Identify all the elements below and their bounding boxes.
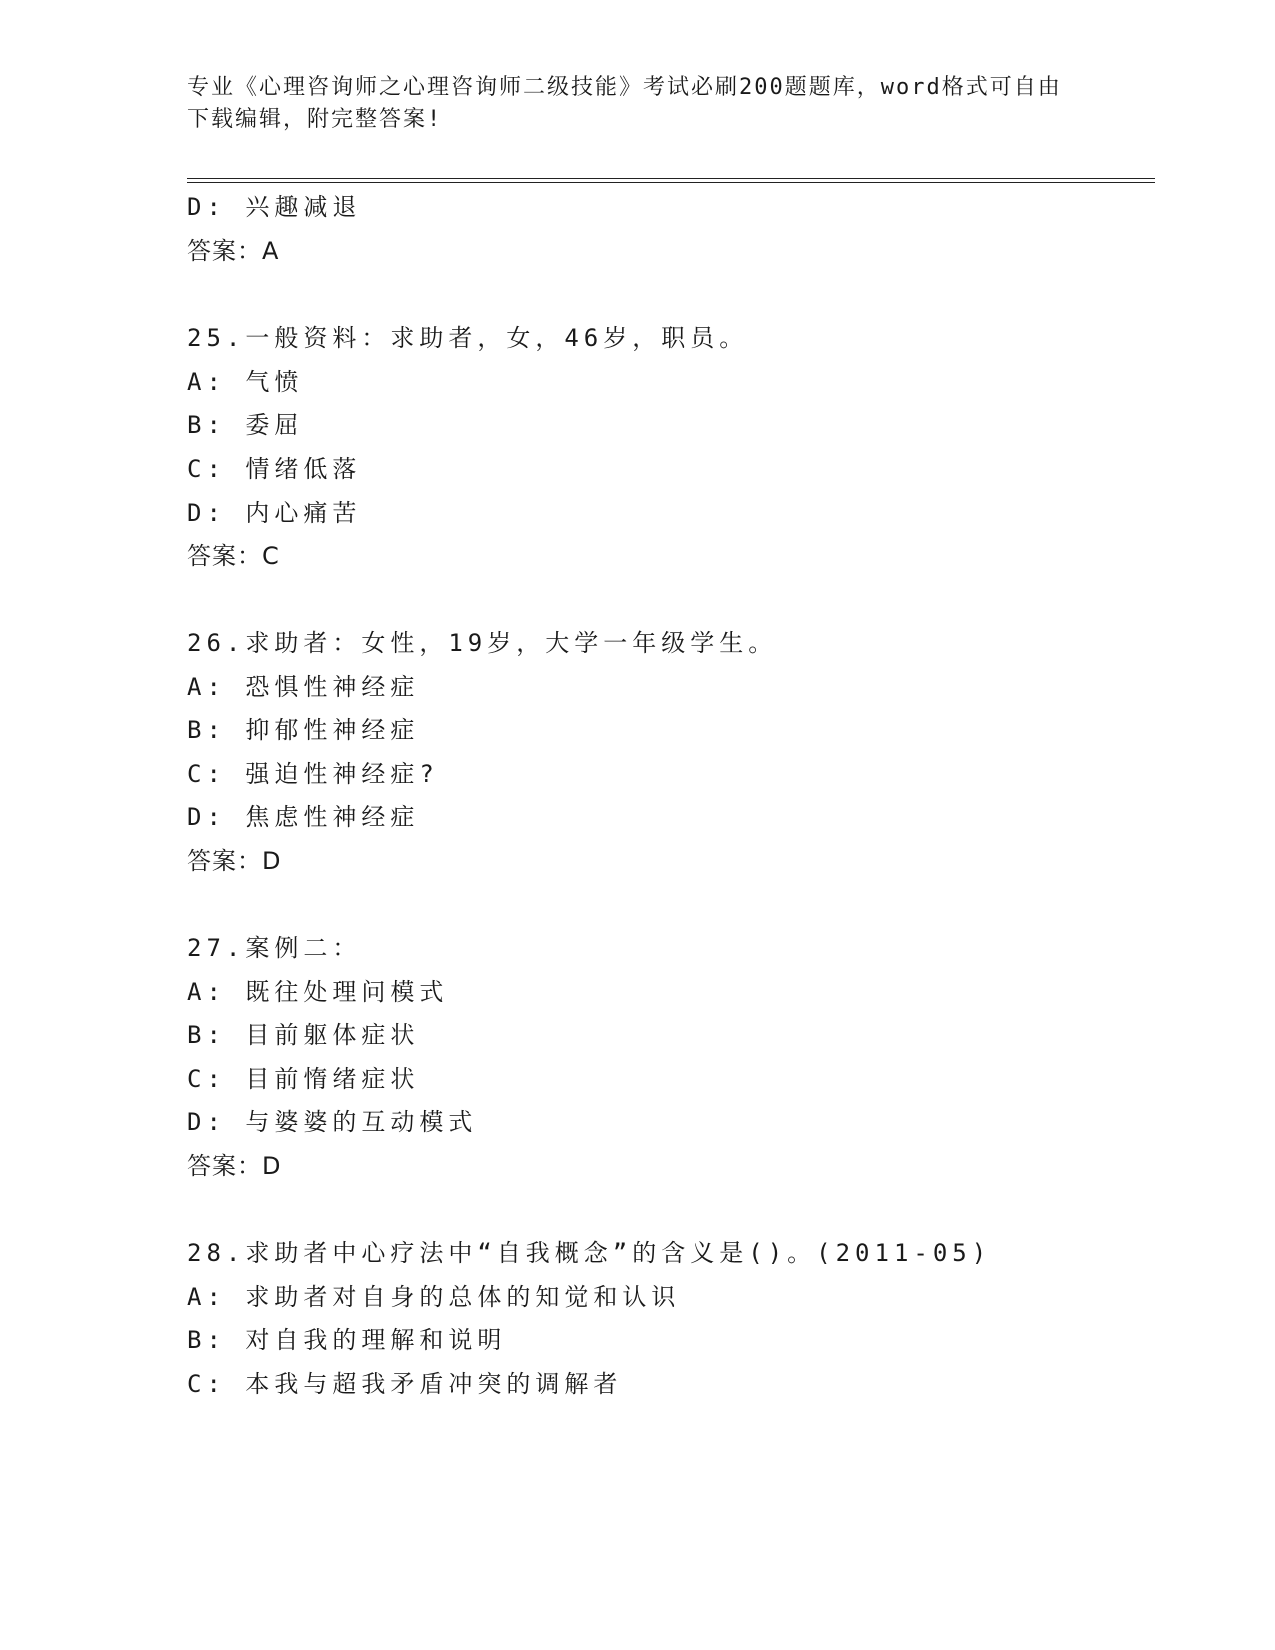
option-d: D: 焦虑性神经症 xyxy=(187,803,420,831)
question-25: 25.一般资料：求助者，女，46岁，职员。 xyxy=(187,324,749,352)
option-d: D: 内心痛苦 xyxy=(187,499,362,527)
option-a: A: 气愤 xyxy=(187,368,304,396)
answer: 答案：D xyxy=(187,847,282,875)
option-c: C: 本我与超我矛盾冲突的调解者 xyxy=(187,1370,623,1398)
option-c: C: 情绪低落 xyxy=(187,455,362,483)
option-b: B: 抑郁性神经症 xyxy=(187,716,420,744)
option-b: B: 目前躯体症状 xyxy=(187,1021,420,1049)
question-28: 28.求助者中心疗法中“自我概念”的含义是()。(2011-05) xyxy=(187,1239,992,1267)
option-a: A: 恐惧性神经症 xyxy=(187,673,420,701)
option-c: C: 强迫性神经症? xyxy=(187,760,439,788)
header-divider xyxy=(187,178,1155,183)
option-d: D: 兴趣减退 xyxy=(187,193,362,221)
question-26: 26.求助者：女性，19岁，大学一年级学生。 xyxy=(187,629,778,657)
option-b: B: 委屈 xyxy=(187,411,304,439)
option-c: C: 目前惰绪症状 xyxy=(187,1065,420,1093)
question-27: 27.案例二： xyxy=(187,934,362,962)
answer: 答案：D xyxy=(187,1152,282,1180)
document-header: 专业《心理咨询师之心理咨询师二级技能》考试必刷200题题库，word格式可自由下载编辑，附完整答案! xyxy=(187,75,1062,132)
answer: 答案：A xyxy=(187,237,280,265)
option-b: B: 对自我的理解和说明 xyxy=(187,1326,507,1354)
option-d: D: 与婆婆的互动模式 xyxy=(187,1108,478,1136)
option-a: A: 求助者对自身的总体的知觉和认识 xyxy=(187,1283,681,1311)
option-a: A: 既往处理问模式 xyxy=(187,978,449,1006)
answer: 答案：C xyxy=(187,542,280,570)
